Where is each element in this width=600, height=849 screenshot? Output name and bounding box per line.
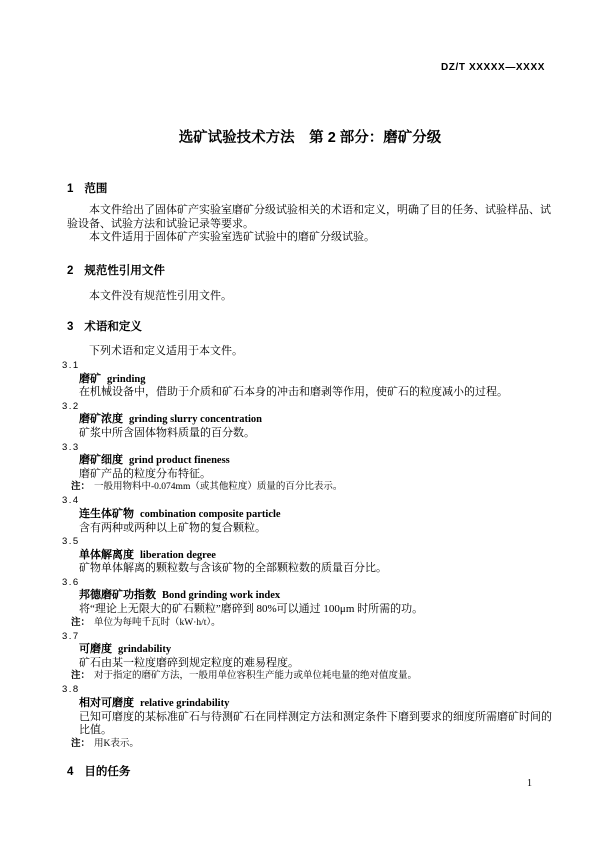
term-title	[79, 508, 558, 522]
term-definition: 磨矿产品的粒度分布特征。	[79, 467, 211, 480]
section-number: 2	[67, 264, 74, 277]
section-label: 术语和定义	[84, 321, 142, 334]
term-name-en: grinding	[107, 373, 146, 385]
term-title	[79, 697, 558, 711]
term-name-en: liberation degree	[140, 549, 216, 561]
note-label: 注：	[71, 738, 91, 749]
section-number: 1	[67, 183, 74, 195]
term-number: 3.2	[62, 400, 80, 412]
term-name-zh: 相对可磨度	[79, 697, 134, 710]
note-text: 单位为每吨千瓦时（kW·h/t）。	[94, 617, 221, 628]
note-label: 注：	[71, 671, 91, 682]
note-text: 一般用物料中-0.074mm（或其他粒度）质量的百分比表示。	[94, 482, 343, 493]
section-heading-normative-references	[67, 264, 558, 278]
section-label: 规范性引用文件	[84, 264, 165, 277]
term-number: 3.1	[62, 359, 80, 371]
normative-references-paragraph: 本文件没有规范性引用文件。	[89, 289, 232, 302]
term-name-zh: 可磨度	[79, 643, 112, 656]
term-name-zh: 单体解离度	[79, 548, 134, 561]
term-name-en: combination composite particle	[140, 508, 281, 520]
note-text: 用K表示。	[94, 738, 139, 749]
note-text: 对于指定的磨矿方法，一般用单位容积生产能力或单位耗电量的绝对值度量。	[94, 671, 418, 682]
term-entry	[62, 683, 558, 750]
term-title	[79, 373, 558, 387]
term-title	[79, 549, 558, 563]
term-number: 3.6	[62, 576, 80, 588]
page-number: 1	[527, 778, 532, 789]
term-name-zh: 连生体矿物	[79, 507, 134, 520]
term-number: 3.4	[62, 495, 80, 507]
term-entry	[62, 494, 558, 535]
section-heading-scope	[67, 182, 558, 196]
term-definition: 在机械设备中，借助于介质和矿石本身的冲击和磨剥等作用，使矿石的粒度减小的过程。	[79, 386, 508, 399]
section-heading-purpose	[67, 765, 558, 779]
term-name-en: relative grindability	[140, 698, 230, 710]
term-note	[71, 670, 558, 683]
term-definition: 已知可磨度的某标准矿石与待测矿石在同样测定方法和测定条件下磨到要求的细度所需磨矿时间的比值。	[79, 710, 552, 737]
section-heading-terms	[67, 320, 558, 334]
term-definition: 矿浆中所含固体物料质量的百分数。	[79, 426, 255, 439]
term-name-en: grinding slurry concentration	[129, 414, 262, 426]
term-definition: 将“理论上无限大的矿石颗粒”磨碎到 80%可以通过 100μm 时所需的功。	[79, 603, 424, 616]
term-name-zh: 磨矿浓度	[79, 413, 123, 426]
term-entry	[62, 576, 558, 630]
term-name-en: grind product fineness	[129, 455, 230, 467]
standard-number: DZ/T XXXXX—XXXX	[440, 62, 545, 73]
section-number: 4	[67, 765, 74, 778]
term-entry	[62, 400, 558, 441]
scope-paragraph-1: 本文件给出了固体矿产实验室磨矿分级试验相关的术语和定义，明确了目的任务、试验样品、试验设备、试验方法和试验记录等要求。	[67, 204, 551, 230]
term-entry	[62, 359, 558, 400]
term-note	[71, 738, 558, 751]
term-name-zh: 邦德磨矿功指数	[79, 589, 156, 602]
term-definition: 矿物单体解离的颗粒数与含该矿物的全部颗粒数的质量百分比。	[79, 562, 387, 575]
document-title: 选矿试验技术方法 第 2 部分：磨矿分级	[178, 130, 442, 146]
term-name-en: Bond grinding work index	[162, 590, 281, 602]
term-entry	[62, 441, 558, 495]
term-title	[79, 643, 558, 657]
term-definition: 含有两种或两种以上矿物的复合颗粒。	[79, 521, 266, 534]
term-note	[71, 481, 558, 494]
term-name-zh: 磨矿细度	[79, 454, 123, 467]
term-number: 3.7	[62, 630, 80, 642]
note-label: 注：	[71, 617, 91, 628]
term-name-zh: 磨矿	[79, 372, 101, 385]
term-title	[79, 589, 558, 603]
section-label: 目的任务	[84, 765, 131, 778]
term-title	[79, 413, 558, 427]
term-entry	[62, 535, 558, 576]
term-definition: 矿石由某一粒度磨碎到规定粒度的难易程度。	[79, 656, 299, 669]
term-note	[71, 617, 558, 630]
section-label: 范围	[84, 183, 108, 195]
term-title	[79, 454, 558, 468]
note-label: 注：	[71, 482, 91, 493]
term-name-en: grindability	[118, 644, 172, 656]
scope-paragraph-2: 本文件适用于固体矿产实验室选矿试验中的磨矿分级试验。	[89, 231, 375, 244]
term-entry	[62, 630, 558, 684]
section-number: 3	[67, 321, 74, 334]
term-number: 3.3	[62, 441, 80, 453]
term-number: 3.8	[62, 684, 80, 696]
terms-intro-paragraph: 下列术语和定义适用于本文件。	[89, 345, 243, 358]
terms-list	[62, 359, 558, 751]
term-number: 3.5	[62, 536, 80, 548]
